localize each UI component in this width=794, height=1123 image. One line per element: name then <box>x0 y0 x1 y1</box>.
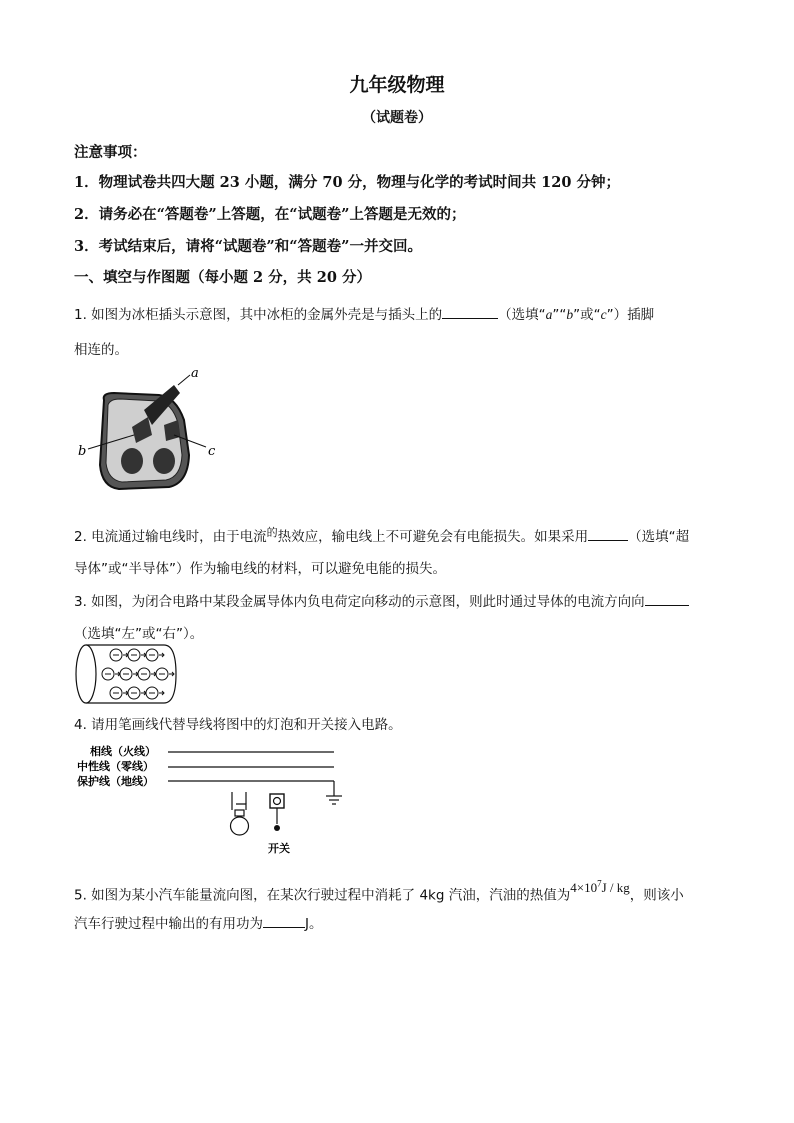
notice-item-3: 3．考试结束后，请将“试题卷”和“答题卷”一并交回。 <box>74 238 422 255</box>
q1-text-c: ”“ <box>552 307 567 323</box>
question-4: 4. 请用笔画线代替导线将图中的灯泡和开关接入电路。 <box>74 717 402 733</box>
heat-value-unit: J / kg <box>601 880 630 896</box>
q1-answer-blank[interactable] <box>442 306 498 319</box>
question-2 <box>74 524 689 545</box>
q5-line2-b: J。 <box>305 916 323 932</box>
q5-text-a: 5. 如图为某小汽车能量流向图，在某次行驶过程中消耗了 4kg 汽油，汽油的热值为 <box>74 887 571 904</box>
q2-text-c: （选填“超 <box>628 529 690 545</box>
neutral-wire-label: 中性线（零线） <box>77 760 154 773</box>
notice-heading: 注意事项： <box>74 144 147 161</box>
arrow-right-icon <box>141 691 146 695</box>
label-b: b <box>78 444 87 459</box>
section-heading: 一、填空与作图题（每小题 2 分，共 20 分） <box>74 269 371 286</box>
q5-text-b: ，则该小 <box>629 887 684 904</box>
q1-text-e: ”）插脚 <box>606 307 655 323</box>
arrow-right-icon <box>115 672 120 676</box>
notice-item-2: 2．请务必在“答题卷”上答题，在“试题卷”上答题是无效的； <box>74 206 466 223</box>
plug-hole-left <box>121 448 143 474</box>
q1-text: 1. 如图为冰柜插头示意图，其中冰柜的金属外壳是与插头上的 <box>74 307 443 323</box>
circuit-figure <box>72 740 362 860</box>
plug-hole-right <box>153 448 175 474</box>
q1-option-b: b <box>566 307 574 322</box>
conductor-figure <box>72 642 182 706</box>
plug-figure <box>74 365 224 500</box>
q3-text: 3. 如图，为闭合电路中某段金属导体内负电荷定向移动的示意图，则此时通过导体的电流方向向 <box>74 594 645 610</box>
q3-line2: （选填“左”或“右”）。 <box>74 626 204 642</box>
leader-a <box>178 375 190 385</box>
ground-wire-label: 保护线（地线） <box>77 775 154 788</box>
notice-item-1: 1．物理试卷共四大题 23 小题，满分 70 分，物理与化学的考试时间共 120 分钟； <box>74 174 620 191</box>
label-c: c <box>208 444 216 459</box>
q3-answer-blank[interactable] <box>645 593 689 606</box>
q2-text-b: 热效应，输电线上不可避免会有电能损失。如果采用 <box>277 529 589 545</box>
switch-label: 开关 <box>268 842 290 855</box>
q1-option-c: c <box>600 307 607 322</box>
arrow-right-icon <box>123 691 128 695</box>
arrow-right-icon <box>123 653 128 657</box>
q5-line2-a: 汽车行驶过程中输出的有用功为 <box>74 916 263 932</box>
q2-answer-blank[interactable] <box>588 528 628 541</box>
arrow-right-icon <box>169 672 174 676</box>
q2-text-sup: 的 <box>266 526 278 539</box>
q2-line2: 导体”或“半导体”）作为输电线的材料，可以避免电能的损失。 <box>74 561 446 577</box>
question-3 <box>74 590 689 610</box>
label-a: a <box>191 366 199 381</box>
lamp <box>231 792 249 835</box>
charge-group <box>102 649 174 699</box>
arrow-right-icon <box>151 672 156 676</box>
live-wire-label: 相线（火线） <box>90 745 156 758</box>
page-title: 九年级物理 <box>349 74 445 96</box>
q1-line2: 相连的。 <box>74 342 128 358</box>
switch <box>270 794 284 831</box>
q1-option-a: a <box>545 307 553 322</box>
heat-value-exponent: 7 <box>597 879 602 889</box>
conductor-end <box>76 645 96 703</box>
q1-text-d: ”或“ <box>573 307 601 323</box>
arrow-right-icon <box>159 691 164 695</box>
arrow-right-icon <box>141 653 146 657</box>
q5-line2 <box>74 912 322 932</box>
question-1 <box>74 303 654 323</box>
page-subtitle: （试题卷） <box>362 110 432 126</box>
question-5 <box>74 879 684 903</box>
arrow-right-icon <box>133 672 138 676</box>
q5-answer-blank[interactable] <box>263 915 305 928</box>
heat-value <box>570 880 630 895</box>
q1-text-b: （选填“ <box>498 307 546 323</box>
bulb-icon <box>231 817 249 835</box>
heat-value-base: 4×10 <box>570 880 598 896</box>
q2-text-a: 2. 电流通过输电线时，由于电流 <box>74 529 267 545</box>
arrow-right-icon <box>159 653 164 657</box>
